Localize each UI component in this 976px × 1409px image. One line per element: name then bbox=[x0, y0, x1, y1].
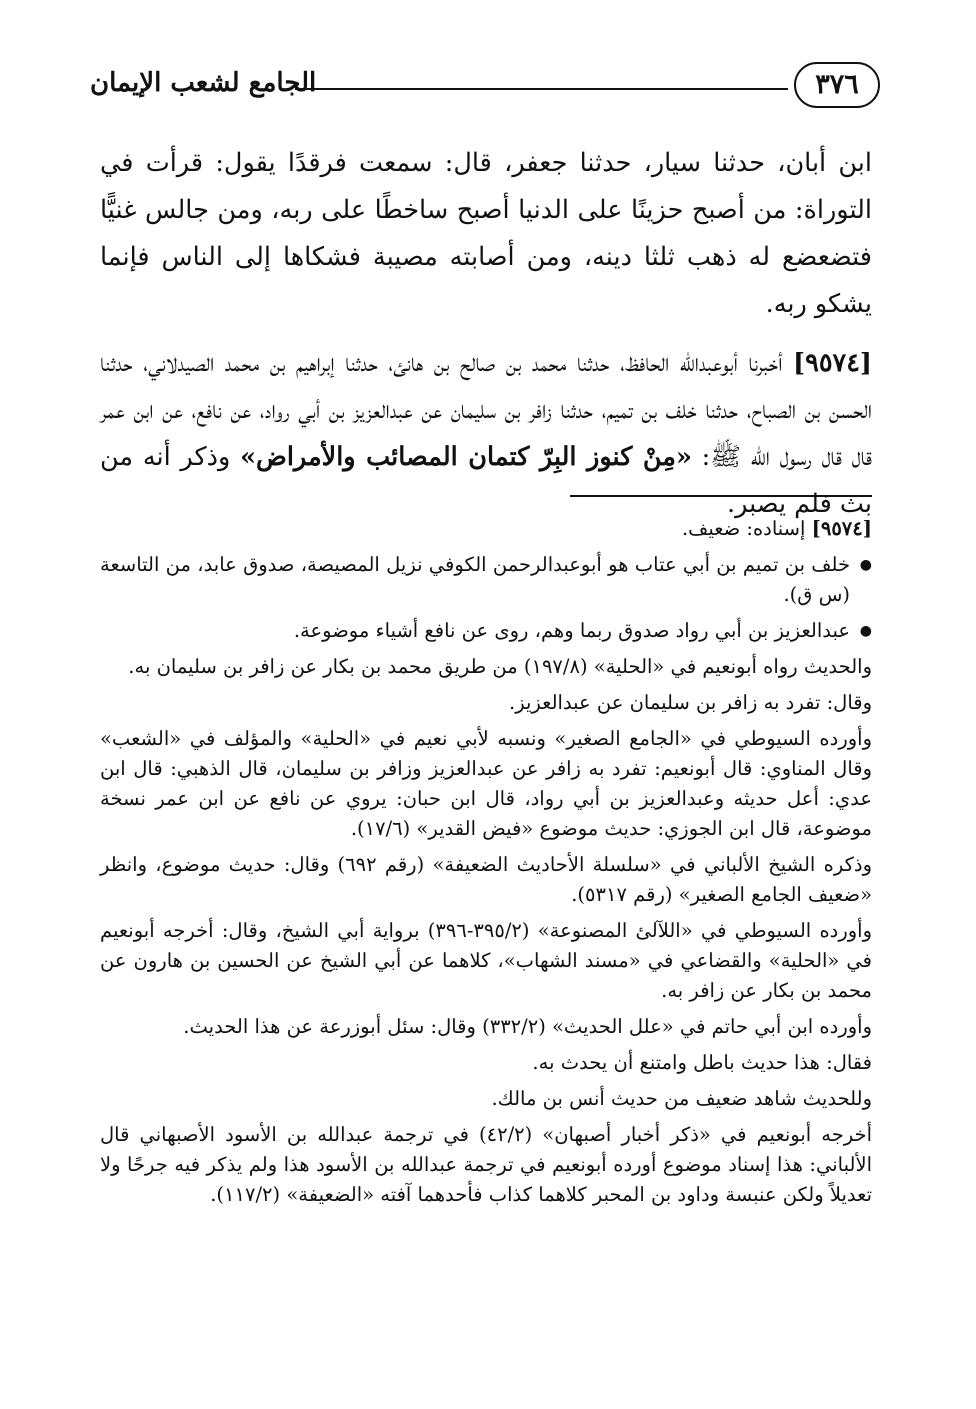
footnote-bullet: ● خلف بن تميم بن أبي عتاب هو أبوعبدالرحمن الكوفي نزيل المصيصة، صدوق عابد، من التاسعة (س ق). bbox=[100, 550, 872, 610]
hadith-number: [٩٥٧٤] bbox=[793, 348, 872, 378]
footnote-paragraph: فقال: هذا حديث باطل وامتنع أن يحدث به. bbox=[532, 1051, 872, 1074]
footnote-bullet: ● عبدالعزيز بن أبي رواد صدوق ربما وهم، روى عن نافع أشياء موضوعة. bbox=[100, 616, 872, 646]
hadith-9574 bbox=[100, 340, 872, 528]
page-header bbox=[90, 62, 880, 118]
footnote-grade: إسناده: ضعيف. bbox=[681, 517, 812, 540]
running-title: الجامع لشعب الإيمان bbox=[90, 68, 317, 98]
footnote-paragraph: وأورده السيوطي في «اللآلئ المصنوعة» (٣٩٥/٢-٣٩٦) برواية أبي الشيخ، وقال: أخرجه أبونعيم في «الحلية» والقضاعي في «مسند الشهاب»، كلاهما عن أبي الشيخ عن الحسين بن هارون عن محمد بن بكار عن زافر به. bbox=[100, 919, 873, 1002]
footnote-paragraph: والحديث رواه أبونعيم في «الحلية» (١٩٧/٨) من طريق محمد بن بكار عن زافر بن سليمان به. bbox=[128, 655, 872, 678]
footnote-heading bbox=[100, 514, 872, 544]
footnote-paragraph: وقال: تفرد به زافر بن سليمان عن عبدالعزيز. bbox=[509, 691, 872, 714]
paragraph-continuation: ابن أبان، حدثنا سيار، حدثنا جعفر، قال: سمعت فرقدًا يقول: قرأت في التوراة: من أصبح حزينًا على الدنيا أصبح ساخطًا على ربه، ومن جالس غنيًّا فتضعضع له ذهب ثلثا دينه، ومن أصابته مصيبة فشكاها إلى الناس فإنما يشكو ربه. bbox=[100, 148, 872, 319]
footnote-paragraph: وذكره الشيخ الألباني في «سلسلة الأحاديث الضعيفة» (رقم ٦٩٢) وقال: حديث موضوع، وانظر «ضعيف الجامع الصغير» (رقم ٥٣١٧). bbox=[100, 853, 872, 906]
hadith-tail: وذكر أنه من بث فلم يصبر. bbox=[100, 442, 872, 519]
footnote-separator bbox=[570, 495, 872, 497]
footnote-paragraph: وأورده ابن أبي حاتم في «علل الحديث» (٣٣٢/٢) وقال: سئل أبوزرعة عن هذا الحديث. bbox=[183, 1015, 872, 1038]
header-rule bbox=[295, 88, 788, 90]
footnote-number: [٩٥٧٤] bbox=[811, 517, 872, 540]
footnote-paragraph: وأورده السيوطي في «الجامع الصغير» ونسبه لأبي نعيم في «الحلية» والمؤلف في «الشعب» وقال المناوي: قال أبونعيم: تفرد به زافر عن عبدالعزيز وزافر بن سليمان، قال الذهبي: قال ابن عدي: أعل حديثه وعبدالعزيز بن أبي رواد، قال ابن حبان: يروي عن نافع عن ابن عمر نسخة موضوعة، قال ابن الجوزي: حديث موضوع «فيض القدير» (١٧/٦). bbox=[100, 727, 872, 840]
main-text bbox=[100, 140, 872, 540]
hadith-chain: أخبرنا أبوعبدالله الحافظ، حدثنا محمد بن صالح بن هانئ، حدثنا إبراهيم بن محمد الصيدلاني، حدثنا الحسن بن الصباح، حدثنا خلف بن تميم، حدثنا زافر بن سليمان عن عبدالعزيز بن أبي رواد، عن نافع، عن ابن عمر قال قال رسول الله ﷺ: bbox=[100, 348, 872, 472]
page-number: ٣٧٦ bbox=[794, 62, 880, 108]
footnotes bbox=[100, 514, 872, 1216]
footnote-paragraph: وللحديث شاهد ضعيف من حديث أنس بن مالك. bbox=[491, 1087, 872, 1110]
hadith-quote: «مِنْ كنوز البِرّ كتمان المصائب والأمراض» bbox=[240, 442, 692, 472]
footnote-paragraph: أخرجه أبونعيم في «ذكر أخبار أصبهان» (٤٢/٢) في ترجمة عبدالله بن الأسود الأصبهاني قال الألباني: هذا إسناد موضوع أورده أبونعيم في ترجمة عبدالله بن الأسود هذا ولم يذكر فيه جرحًا ولا تعديلاً ولكن عنبسة وداود بن المحبر كلاهما كذاب فأحدهما آفته «الضعيفة» (١١٧/٢). bbox=[100, 1123, 873, 1206]
